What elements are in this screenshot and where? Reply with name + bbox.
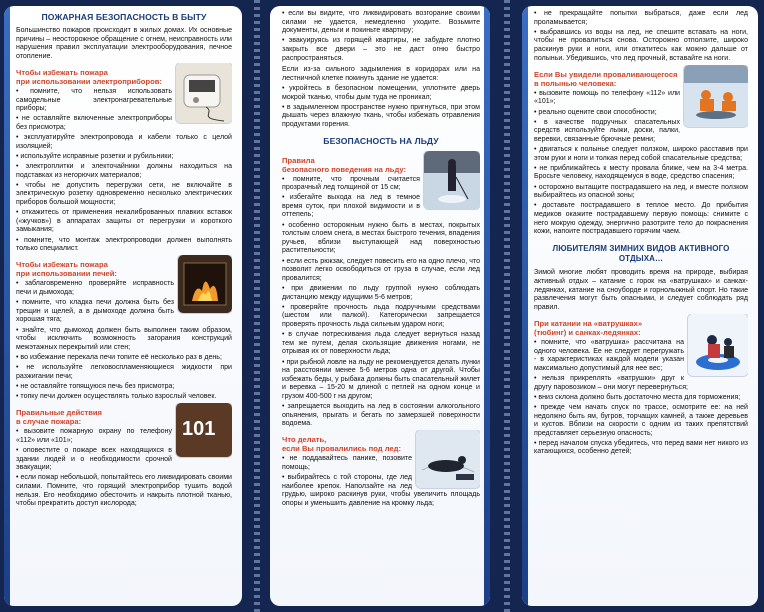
winter-intro: Зимой многие любят проводить время на природе, выбирая активный отдых – катание с горок на «ватрушках» и санках-ледянках, катание на сноуборде и горнолыжный спорт. Но такие развлечения могут быть опасными, и следует соблюдать ряд правил. — [534, 269, 748, 311]
list-item: • в случае потрескивания льда следует вернуться назад тем же путем, делая скользящие движения ногами, не отрывая их от поверхности льда; — [282, 331, 480, 356]
list-item: • прежде чем начать спуск по трассе, осмотрите ее: на ней недолжно быть ям, бугров, торчащих камней, а также деревьев и кустов. Вблизи на скорости с одним из таких препятствий представляет серьезную опасность; — [534, 403, 748, 437]
list-item: • не поддавайтесь панике, позовите помощь; — [282, 455, 412, 472]
list-item: • помните, что прочным считается прозрачный лед толщиной от 15 см; — [282, 175, 420, 192]
list-item: • помните, что кладка печи должна быть без трещин и щелей, а в дымоходе должна быть хорошая тяга; — [16, 299, 174, 324]
list-item: • оповестите о пожаре всех находящихся в здании людей и о необходимости срочной эвакуации; — [16, 447, 172, 472]
heading-rescue-line1: Если Вы увидели проваливающегося — [534, 69, 678, 79]
heading-rescue-line2: в полынью человека: — [534, 78, 617, 88]
tubing-image — [688, 314, 748, 376]
list-item: • если вы видите, что ликвидировать возгорание своими силами не удается, немедленно уходите. Возьмите документы, деньги и покиньте квартиру; — [282, 10, 480, 35]
list-item: • не прекращайте попытки выбраться, даже если лед проламывается; — [534, 10, 748, 26]
panel-fire-safety — [4, 6, 242, 606]
panel-winter-leisure — [522, 6, 758, 606]
heading-ice-line1: Правила — [282, 155, 315, 165]
section-fire-actions — [16, 403, 232, 510]
list-item: • выбравшись из воды на лед, не спешите вставать на ноги, чтобы не провалиться снова. Осторожно отползите, широко раскинув руки и ноги, или откатитесь как можно дальше от полыньи. Убедившись, что лед прочный, вставайте на ноги. — [534, 28, 748, 62]
list-item: • двигаться к полынье следует ползком, широко расставив при этом руки и ноги и толкая перед собой спасательные средства; — [534, 146, 748, 162]
list-item: • не приближайтесь к месту провала ближе, чем на 3-4 метра. Бросьте человеку, находящемуся в воде, средство спасения; — [534, 164, 748, 181]
list-item: • вниз склона должно быть достаточно места для торможения; — [534, 393, 741, 401]
panel-ribbon — [4, 6, 10, 606]
list-item: • при рыбной ловле на льду не рекомендуется делать лунки на расстоянии менее 5-6 метров одна от другой. Чтобы избежать беды, у рыбака должны быть спасательный жилет и веревка – 15-20 м длиной с петлей на одном конце и грузом 400-500 г на другом; — [282, 358, 480, 400]
panel-ribbon — [522, 6, 528, 606]
list-item: • не оставляйте топящуюся печь без присмотра; — [16, 382, 175, 390]
list-item: • перед началом спуска убедитесь, что перед вами нет никого из катающихся, особенно детей; — [534, 439, 748, 456]
heading-fell-line1: Что делать, — [282, 435, 327, 445]
list-item: • если есть рюкзак, следует повесить его на одно плечо, что позволит легко освободиться от груза в случае, если лед провалится; — [282, 257, 480, 282]
list-item: • вызовите пожарную охрану по телефону «112» или «101»; — [16, 428, 172, 444]
heading-fire-line1: Правильные действия — [16, 408, 102, 418]
section-title: БЕЗОПАСНОСТЬ НА ЛЬДУ — [323, 135, 439, 146]
heading-electric-line2: при использовании электроприборов: — [16, 76, 162, 86]
list-item: • эксплуатируйте электропровода и кабели только с целой изоляцией; — [16, 134, 232, 150]
ice-fishing-image — [424, 151, 480, 209]
list-item: • помните, что нельзя использовать самодельные электронагревательные приборы; — [16, 87, 172, 113]
panel-ribbon — [484, 6, 490, 606]
list-item: • во избежание перекала печи топите её несколько раз в день; — [16, 353, 222, 361]
list-item: • чтобы не допустить перегрузки сети, не включайте в электрическую розетку одновременно несколько электрических приборов большой мощности; — [16, 181, 232, 207]
section-fell-through — [282, 430, 480, 510]
heading-stove-line2: при использовании печей: — [16, 269, 117, 279]
list-item: • доставьте пострадавшего в теплое место. До прибытия медиков окажите пострадавшему первую помощь: снимите с него мокрую одежду, энергично разотрите тело до покраснения кожи, напоите пострадавшего горячим чаем. — [534, 202, 748, 236]
list-item: • при движении по льду группой нужно соблюдать дистанцию между идущими 5-6 метров; — [282, 285, 480, 301]
list-item: • вызовите помощь по телефону «112» или «101»; — [534, 89, 680, 106]
list-item: • электроплитки и электочайники должны находиться на подставках из негорючих материалов; — [16, 163, 232, 179]
list-item: • в качестве подручных спасательных средств используйте лыжи, доски, палки, веревки, связанные брючные ремни; — [534, 118, 680, 143]
list-item: • помните, что монтаж электропроводки должен выполнять только специалист. — [16, 236, 232, 253]
list-item: • проверяйте прочность льда подручными средствами (шестом или палкой). Категорически запрещается проверять прочность льда сильным ударом ноги; — [282, 303, 480, 328]
heater-image — [176, 63, 232, 123]
list-item: • помните, что «ватрушка» рассчитана на одного человека. Ее не следует перегружать - в характеристиках каждой модели указан максимально допустимый для нее вес; — [534, 338, 684, 372]
section-electric — [16, 63, 232, 255]
section-ice-rules — [282, 151, 480, 431]
rescue-on-ice-image — [684, 65, 748, 127]
fold-line-1 — [254, 0, 260, 612]
list-item: • в задымленном пространстве нужно пригнуться, при этом дышать через влажную ткань, чтобы избежать отравления продуктами горения. — [282, 103, 480, 128]
heading-tubing-line2: (тюбинг) и санках-ледянках: — [534, 327, 641, 337]
list-item: • избегайте выхода на лед в темное время суток, при плохой видимости и в оттепель; — [282, 194, 420, 219]
intro-text: Большинство пожаров происходит в жилых домах. Их основные причины – неосторожное обращение с огнем, неисправность или нарушения правил эксплуатации электрооборудования, печное отопление. — [16, 27, 232, 60]
heading-fell-line2: если Вы провалились под лед: — [282, 444, 402, 454]
panel-ice-safety — [270, 6, 490, 606]
list-item: • эвакуируясь из горящей квартиры, не забудьте плотно закрыть все двери – это не даст огню быстро распространяться. — [282, 37, 480, 62]
list-item: • используйте исправные розетки и рубильники; — [16, 152, 174, 160]
heading-ice-line2: безопасного поведения на льду: — [282, 164, 407, 174]
section-stove — [16, 255, 232, 403]
person-on-ice-image — [416, 430, 480, 488]
emergency-101-image — [176, 403, 232, 457]
smoke-intro: Если из-за сильного задымления в коридорах или на лестничной клетке покинуть здание не удается: — [282, 66, 480, 82]
section-title: ПОЖАРНАЯ БЕЗОПАСНОСТЬ В БЫТУ — [41, 12, 207, 22]
list-item: • реально оцените свои способности; — [534, 108, 657, 116]
section-rescue — [534, 65, 748, 239]
list-item: • особенно осторожным нужно быть в местах, покрытых толстым слоем снега, в местах быстрого течения, впадения ручьев, вблизи выступающей над поверхностью растительности; — [282, 221, 480, 255]
list-item: • заблаговременно проверяйте исправность печи и дымохода; — [16, 280, 174, 296]
emergency-number-label: 101 — [182, 418, 216, 441]
heading-fire-line2: в случае пожара: — [16, 417, 82, 427]
heading-tubing-line1: При катании на «ватрушках» — [534, 318, 643, 328]
list-item: • откажитесь от применения некалиброванных плавких вставок («жучков») в аппаратах защиты от перегрузки и короткого замыкания; — [16, 209, 232, 234]
section-tubing — [534, 314, 748, 459]
list-item: • укройтесь в безопасном помещении, уплотните дверь мокрой тканью, чтобы дым туда не проникал; — [282, 84, 480, 101]
list-item: • нельзя прикреплять «ватрушки» друг к другу паровозиком – они могут перевернуться; — [534, 374, 688, 391]
list-item: • не оставляйте включенные электроприборы без присмотра; — [16, 115, 172, 131]
list-item: • знайте, что дымоход должен быть выполнен таким образом, чтобы исключить возможность загорания конструкций межэтажных перекрытий или стен; — [16, 326, 232, 351]
list-item: • не используйте легковоспламеняющиеся жидкости при разжигании печи; — [16, 364, 232, 380]
list-item: • если пожар небольшой, попытайтесь его ликвидировать своими силами. Помните, что горящий электроприбор тушить водой нельзя. Его необходимо обесточить и накрыть плотной тканью, чтобы прекратить доступ кислорода; — [16, 474, 232, 508]
fireplace-image — [178, 255, 232, 313]
list-item: • топку печи должен осуществлять только взрослый человек. — [16, 393, 217, 401]
heading-electric-line1: Чтобы избежать пожара — [16, 67, 108, 77]
list-item: • осторожно вытащите пострадавшего на лед, и вместе ползком выбирайтесь из опасной зоны; — [534, 183, 748, 200]
section-title: ЛЮБИТЕЛЯМ ЗИМНИХ ВИДОВ АКТИВНОГО ОТДЫХА… — [552, 244, 730, 264]
list-item: • запрещается выходить на лед в состоянии алкогольного опьянения, прыгать и бегать по замерзшей поверхности водоема. — [282, 403, 480, 428]
heading-stove-line1: Чтобы избежать пожара — [16, 260, 108, 270]
list-item: • выбирайтесь с той стороны, где лед наиболее крепок. Наползайте на лед грудью, широко раскинув руки, чтобы увеличить площадь опоры и уменьшить давление на кромку льда; — [282, 474, 480, 508]
fold-line-2 — [504, 0, 510, 612]
